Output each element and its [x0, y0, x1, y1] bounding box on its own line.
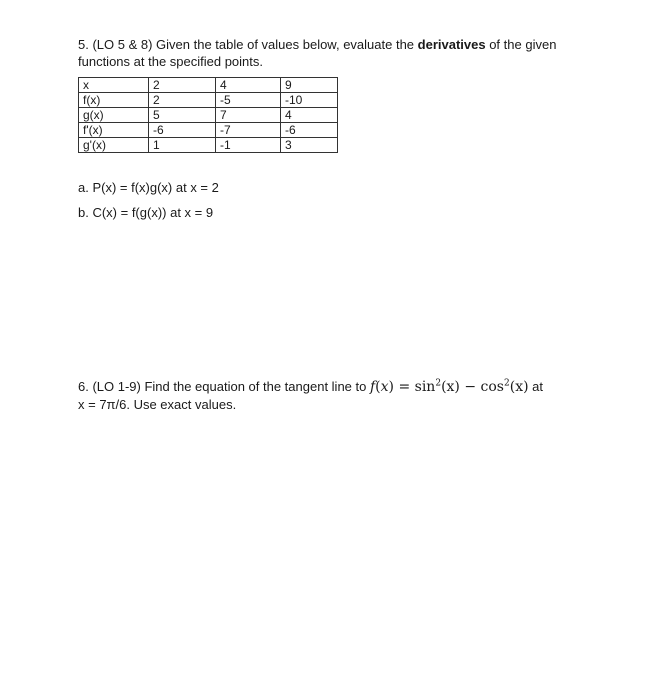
table-cell: -6	[281, 123, 338, 138]
table-cell: 5	[149, 108, 216, 123]
table-cell: -6	[149, 123, 216, 138]
table-cell: 2	[149, 93, 216, 108]
table-cell: f(x)	[79, 93, 149, 108]
formula-cos: cos	[480, 379, 504, 395]
question-5-part-a: a. P(x) = f(x)g(x) at x = 2	[78, 180, 219, 195]
table-cell: 2	[149, 78, 216, 93]
formula-sin-exponent: 2	[435, 378, 442, 389]
question-6-formula	[370, 379, 529, 395]
table-cell: g'(x)	[79, 138, 149, 153]
formula-f: f	[369, 379, 376, 395]
formula-minus: −	[459, 379, 481, 395]
question-6-text-line2: x = 7π/6. Use exact values.	[78, 397, 237, 412]
formula-cos-argument: (x)	[509, 379, 529, 395]
formula-equals: =	[394, 379, 415, 395]
table-cell: -7	[216, 123, 281, 138]
table-cell: 3	[281, 138, 338, 153]
question-5-text-start: 5. (LO 5 & 8) Given the table of values below, evaluate the	[78, 37, 418, 52]
table-cell: g(x)	[79, 108, 149, 123]
table-cell: x	[79, 78, 149, 93]
table-row-x	[79, 78, 338, 93]
table-cell: 7	[216, 108, 281, 123]
table-cell: 4	[281, 108, 338, 123]
question-6-prompt	[78, 378, 598, 414]
question-5-bold-derivatives: derivatives	[417, 37, 486, 52]
table-cell: 4	[216, 78, 281, 93]
formula-x: x	[380, 379, 389, 395]
table-cell: -1	[216, 138, 281, 153]
question-5-text-end: of the given functions at the specified points.	[78, 37, 557, 69]
table-cell: 9	[281, 78, 338, 93]
question-6-text-at: at	[528, 379, 544, 394]
table-row-f	[79, 93, 338, 108]
question-5-prompt	[78, 36, 578, 70]
table-cell: -5	[216, 93, 281, 108]
formula-cos-exponent: 2	[504, 378, 510, 389]
table-row-g	[79, 108, 338, 123]
table-row-g-prime	[79, 138, 338, 153]
formula-rparen: )	[388, 379, 394, 395]
question-6-text-start: 6. (LO 1-9) Find the equation of the tangent line to	[78, 379, 370, 394]
formula-sin: sin	[414, 379, 436, 395]
question-5-part-b: b. C(x) = f(g(x)) at x = 9	[78, 205, 214, 220]
table-cell: f'(x)	[79, 123, 149, 138]
formula-sin-argument: (x)	[441, 379, 460, 395]
table-cell: -10	[281, 93, 338, 108]
values-table	[78, 77, 338, 153]
table-row-f-prime	[79, 123, 338, 138]
table-cell: 1	[149, 138, 216, 153]
formula-lparen: (	[375, 379, 381, 395]
